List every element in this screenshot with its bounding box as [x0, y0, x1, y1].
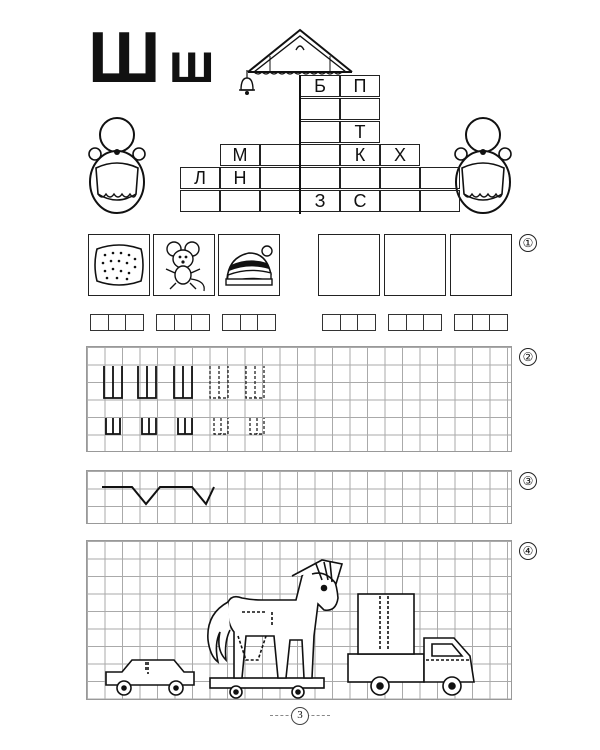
page-title [88, 18, 216, 98]
sound-scheme-5[interactable] [388, 314, 442, 331]
title-lower-letter: ш [168, 31, 216, 94]
car-icon [106, 660, 194, 695]
sound-scheme-4[interactable] [322, 314, 376, 331]
house-cell[interactable] [260, 167, 300, 189]
house-cell[interactable] [300, 98, 340, 120]
house-cell[interactable] [220, 190, 260, 212]
picture-mouse [153, 234, 215, 296]
house-cell[interactable] [420, 167, 460, 189]
answer-box-1[interactable] [318, 234, 380, 296]
house-cell[interactable] [260, 144, 300, 166]
picture-hat [218, 234, 280, 296]
house-cell[interactable]: Х [380, 144, 420, 166]
letter-sh-tracing [86, 346, 286, 452]
house-cell[interactable] [340, 98, 380, 120]
bell-icon [238, 70, 256, 96]
exercise-number-3: ③ [519, 472, 537, 490]
house-roof-icon [240, 26, 360, 78]
matryoshka-left-icon [86, 114, 148, 216]
house-cell[interactable] [180, 190, 220, 212]
exercise-number-2: ② [519, 348, 537, 366]
mouse-icon [154, 235, 214, 295]
picture-pillow [88, 234, 150, 296]
horse-icon [208, 560, 342, 698]
exercise-number-4: ④ [519, 542, 537, 560]
house-cell[interactable]: М [220, 144, 260, 166]
title-upper-letter: Ш [88, 18, 159, 98]
house-center-line [299, 75, 301, 214]
answer-box-3[interactable] [450, 234, 512, 296]
house-cell[interactable] [260, 190, 300, 212]
house-cell[interactable] [300, 167, 340, 189]
house-cell[interactable]: П [340, 75, 380, 97]
sound-scheme-2[interactable] [156, 314, 210, 331]
house-cell[interactable] [380, 167, 420, 189]
matryoshka-right-icon [452, 114, 514, 216]
house-cell[interactable]: З [300, 190, 340, 212]
page-number-label: 3 [291, 707, 309, 725]
house-cell[interactable] [340, 167, 380, 189]
house-cell[interactable]: Л [180, 167, 220, 189]
house-cell[interactable]: С [340, 190, 380, 212]
truck-icon [348, 594, 474, 695]
toy-drawing [86, 540, 512, 700]
page-number [0, 707, 600, 725]
pillow-icon [89, 235, 149, 295]
house-cell[interactable]: Т [340, 121, 380, 143]
house-cell[interactable]: Н [220, 167, 260, 189]
house-cell[interactable] [380, 190, 420, 212]
sound-scheme-1[interactable] [90, 314, 144, 331]
house-cell[interactable] [300, 144, 340, 166]
sound-scheme-6[interactable] [454, 314, 508, 331]
house-cell[interactable] [420, 190, 460, 212]
house-cell[interactable] [300, 121, 340, 143]
house-cell[interactable]: К [340, 144, 380, 166]
exercise-number-1: ① [519, 234, 537, 252]
pattern-line [86, 470, 226, 524]
hat-icon [219, 235, 279, 295]
answer-box-2[interactable] [384, 234, 446, 296]
house-cell[interactable]: Б [300, 75, 340, 97]
sound-scheme-3[interactable] [222, 314, 276, 331]
